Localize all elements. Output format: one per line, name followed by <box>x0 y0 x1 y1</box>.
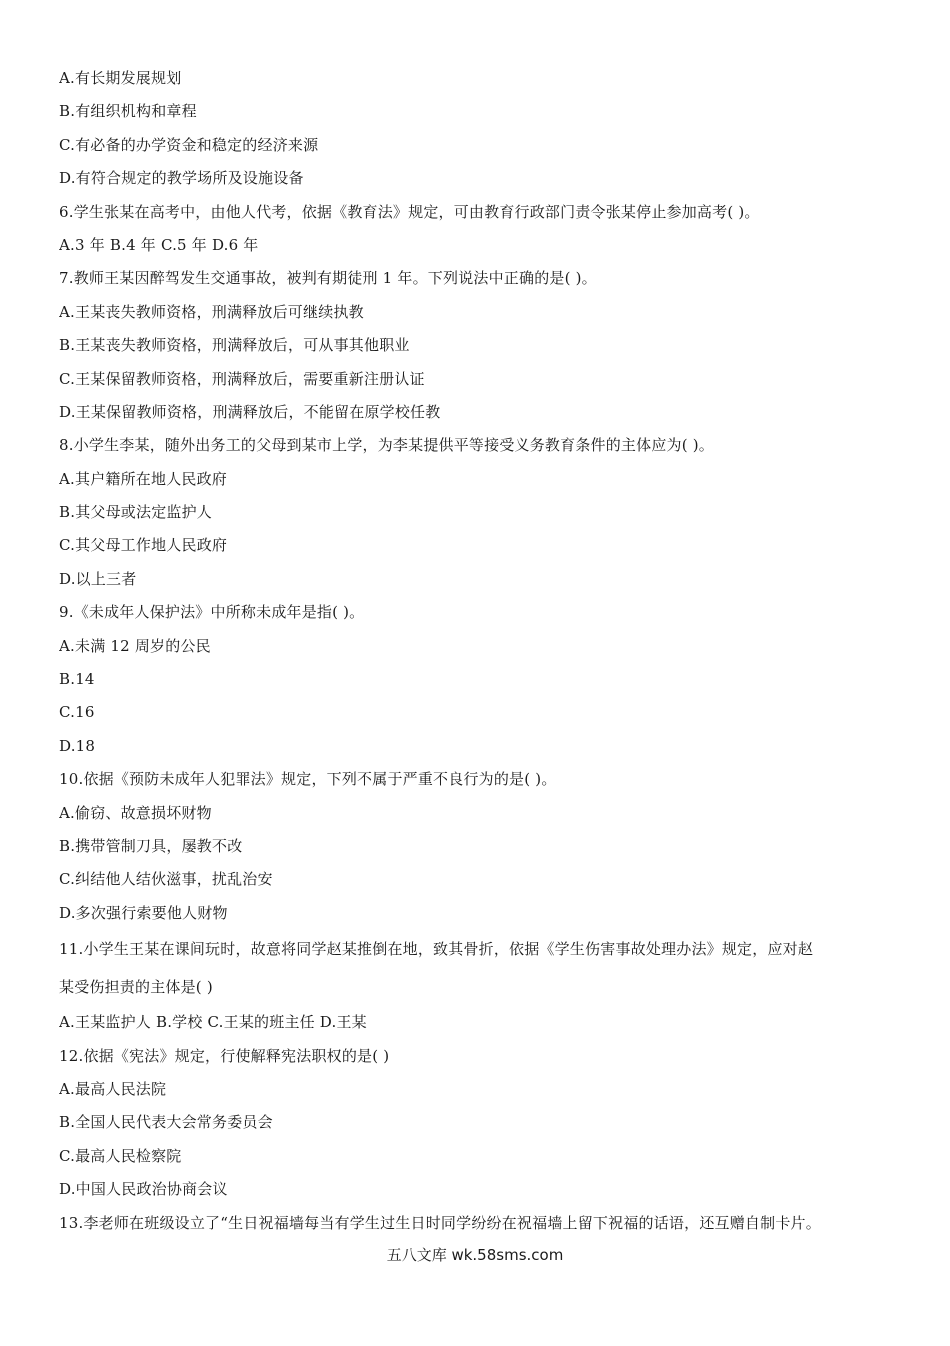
option-line: D.王某保留教师资格，刑满释放后，不能留在原学校任教 <box>59 402 441 421</box>
option-line: D.18 <box>59 736 96 755</box>
option-line: C.16 <box>59 703 95 722</box>
question-8: 8.小学生李某，随外出务工的父母到某市上学，为李某提供平等接受义务教育条件的主体应为( )。 <box>59 436 714 455</box>
question-13: 13.李老师在班级设立了“生日祝福墙每当有学生过生日时同学纷纷在祝福墙上留下祝福的话语，还互赠自制卡片。 <box>59 1213 821 1232</box>
option-line: B.14 <box>59 670 95 689</box>
question-11: 11.小学生王某在课间玩时，故意将同学赵某推倒在地，致其骨折，依据《学生伤害事故处理办法》规定，应对赵 <box>59 940 814 959</box>
option-line: B.全国人民代表大会常务委员会 <box>59 1113 273 1132</box>
option-line: A.3 年 B.4 年 C.5 年 D.6 年 <box>59 235 259 254</box>
question-9: 9.《未成年人保护法》中所称未成年是指( )。 <box>59 603 365 622</box>
option-line: D.中国人民政治协商会议 <box>59 1180 228 1199</box>
option-line: C.王某保留教师资格，刑满释放后，需要重新注册认证 <box>59 369 425 388</box>
question-7: 7.教师王某因醉驾发生交通事故，被判有期徒刑 1 年。下列说法中正确的是( )。 <box>59 269 597 288</box>
question-10: 10.依据《预防未成年人犯罪法》规定，下列不属于严重不良行为的是( )。 <box>59 770 557 789</box>
option-line: C.最高人民检察院 <box>59 1146 182 1165</box>
question-6: 6.学生张某在高考中，由他人代考，依据《教育法》规定，可由教育行政部门责令张某停止参加高考( )。 <box>59 202 760 221</box>
option-line: A.未满 12 周岁的公民 <box>59 636 211 655</box>
question-11-continued: 某受伤担责的主体是( ) <box>59 978 213 997</box>
option-line: A.有长期发展规划 <box>59 69 182 87</box>
option-line: B.其父母或法定监护人 <box>59 503 212 522</box>
option-line: A.最高人民法院 <box>59 1079 167 1098</box>
option-line: A.王某丧失教师资格，刑满释放后可继续执教 <box>59 302 364 321</box>
option-line: B.有组织机构和章程 <box>59 102 197 121</box>
option-line: C.纠结他人结伙滋事，扰乱治安 <box>59 870 273 889</box>
option-line: B.携带管制刀具，屡教不改 <box>59 836 243 855</box>
option-line: A.王某监护人 B.学校 C.王某的班主任 D.王某 <box>59 1013 367 1032</box>
option-line: D.以上三者 <box>59 569 137 588</box>
question-12: 12.依据《宪法》规定，行使解释宪法职权的是( ) <box>59 1046 390 1065</box>
option-line: C.其父母工作地人民政府 <box>59 536 228 555</box>
option-line: B.王某丧失教师资格，刑满释放后，可从事其他职业 <box>59 336 410 355</box>
option-line: C.有必备的办学资金和稳定的经济来源 <box>59 135 319 154</box>
question-text-block <box>59 62 909 1240</box>
option-line: D.多次强行索要他人财物 <box>59 903 228 922</box>
option-line: D.有符合规定的教学场所及设施设备 <box>59 169 304 188</box>
option-line: A.偷窃、故意损坏财物 <box>59 803 212 822</box>
page-footer: 五八文库 wk.58sms.com <box>386 1246 564 1264</box>
option-line: A.其户籍所在地人民政府 <box>59 469 228 488</box>
